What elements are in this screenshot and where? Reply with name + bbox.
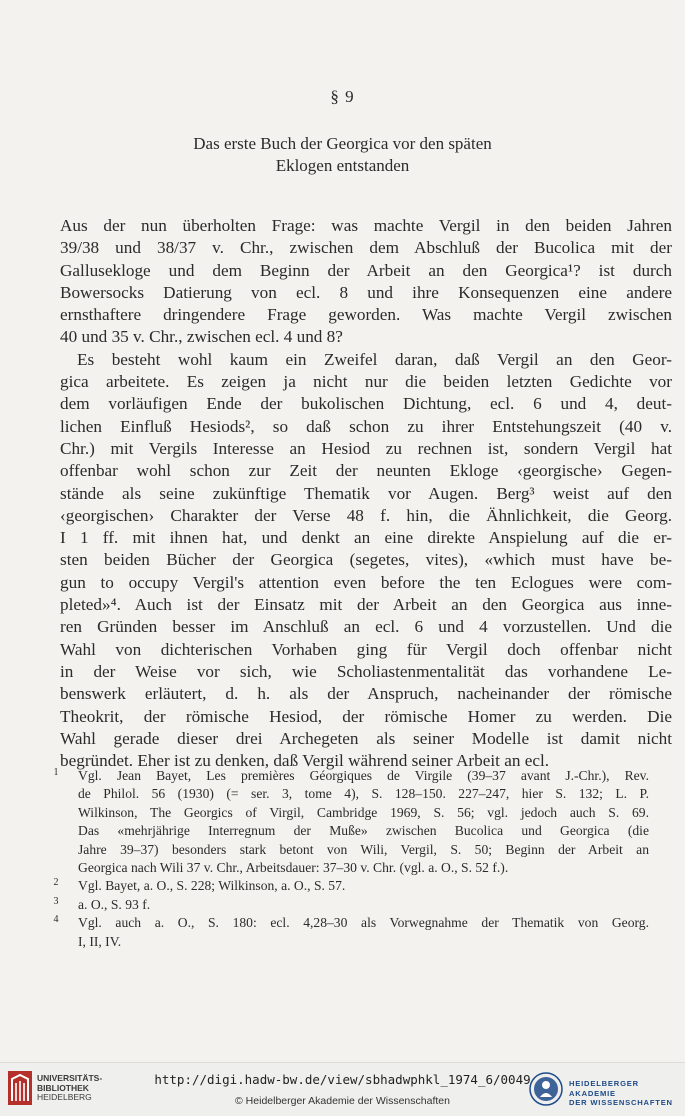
ub-line: UNIVERSITÄTS- <box>37 1073 103 1083</box>
footnote-line: I, II, IV. <box>78 933 122 949</box>
footnote <box>49 896 649 914</box>
body-line: Aus der nun überholten Frage: was machte Vergil in den beiden Jahren <box>60 216 672 235</box>
footnote-number: 4 <box>53 914 59 926</box>
footnote-line: Vgl. auch a. O., S. 180: ecl. 4,28–30 als Vorwegnahme der Thematik von Georg. <box>78 915 649 931</box>
academy-name <box>569 1079 685 1108</box>
ub-line: HEIDELBERG <box>37 1092 92 1102</box>
footnote-line: de Philol. 56 (1930) (= ser. 3, tome 4), S. 128–150. 227–247, hier S. 132; L. P. <box>78 786 649 802</box>
permalink-url[interactable]: http://digi.hadw-bw.de/view/sbhadwphkl_1974_6/0049 <box>154 1072 531 1087</box>
chapter-title <box>0 133 685 177</box>
university-library-name <box>37 1074 102 1103</box>
body-line: offenbar wohl schon zur Zeit der neunten Ekloge ‹georgische› Gegen- <box>60 461 672 481</box>
academy-line: HEIDELBERGER AKADEMIE <box>569 1079 639 1098</box>
footnote-line: a. O., S. 93 f. <box>78 896 151 912</box>
body-line: 39/38 und 38/37 v. Chr., zwischen dem Abschluß der Bucolica mit der <box>60 238 672 258</box>
body-line: Wahl gerade dieser drei Archegeten als seiner Modelle ist damit nicht <box>60 728 672 748</box>
body-line: Gallusekloge und dem Beginn der Arbeit an den Georgica¹? ist durch <box>60 260 672 280</box>
footnotes <box>49 767 649 951</box>
body-line: sten beiden Bücher der Georgica (segetes, vites), «which must have be- <box>60 550 672 570</box>
ub-line: BIBLIOTHEK <box>37 1082 89 1093</box>
body-line: Bowersocks Datierung von ecl. 8 und ihre Konsequenzen eine andere <box>60 282 672 302</box>
footnote-line: Vgl. Bayet, a. O., S. 228; Wilkinson, a. O., S. 57. <box>78 878 346 894</box>
university-library-logo-icon <box>8 1071 32 1105</box>
body-line: pleted»⁴. Auch ist der Einsatz mit der Arbeit an den Georgica aus inne- <box>60 595 672 615</box>
footnote <box>49 877 649 895</box>
footnote <box>49 914 649 951</box>
section-number: § 9 <box>330 87 355 106</box>
body-line: ernsthaftere dringendere Frage geworden. Was machte Vergil zwischen <box>60 305 672 325</box>
footnote-line: Georgica nach Wili 37 v. Chr., Arbeitsdauer: 37–30 v. Chr. (vgl. a. O., S. 52 f.). <box>78 860 509 876</box>
body-line: Es besteht wohl kaum ein Zweifel daran, daß Vergil an den Geor- <box>77 349 672 369</box>
body-line: I 1 ff. mit ihnen hat, und denkt an eine direkte Anspielung auf die er- <box>60 528 672 548</box>
body-line: ‹georgischen› Charakter der Verse 48 f. hin, die Ähnlichkeit, die Georg. <box>60 505 672 525</box>
body-line: Theokrit, der römische Hesiod, der römische Homer zu werden. Die <box>60 706 672 726</box>
body-line: in der Weise vor sich, wie Scholiastenmentalität das vorhandene Le- <box>60 661 672 681</box>
footnote-line: Das «mehrjährige Interregnum der Muße» zwischen Bucolica und Georgica (die <box>78 823 649 839</box>
body-line: 40 und 35 v. Chr., zwischen ecl. 4 und 8? <box>60 327 343 347</box>
viewer-footer <box>0 1062 685 1116</box>
footnote-line: Vgl. Jean Bayet, Les premières Géorgiques de Virgile (39–37 avant J.-Chr.), Rev. <box>78 768 649 783</box>
body-line: gica arbeitete. Es zeigen ja nicht nur die beiden letzten Gedichte vor <box>60 372 672 392</box>
body-line: stände als seine zukünftige Thematik vor Augen. Berg³ weist auf den <box>60 483 672 503</box>
body-line: lichen Einfluß Hesiods², so daß schon zu ihrer Entstehungszeit (40 v. <box>60 416 672 436</box>
footnote-number: 3 <box>53 895 59 907</box>
body-line: dem vorläufigen Ende der bukolischen Dichtung, ecl. 6 und 4, deut- <box>60 394 672 414</box>
body-line: Wahl von dichterischen Vorhaben ging für Vergil doch offenbar nicht <box>60 639 672 659</box>
body-line: Chr.) mit Vergils Interesse an Hesiod zu rechnen ist, sondern Vergil hat <box>60 438 672 458</box>
body-line: benswerk erläutert, d. h. als der Anspruch, nacheinander der römische <box>60 684 672 704</box>
body-line: begründet. Eher ist zu denken, daß Vergil während seiner Arbeit an ecl. <box>60 751 550 771</box>
chapter-title-line: Das erste Buch der Georgica vor den späten <box>193 134 492 153</box>
footnote-number: 1 <box>53 767 59 778</box>
chapter-title-line: Eklogen entstanden <box>275 156 410 175</box>
body-line: ren Gründen besser im Anschluß an ecl. 6 und 4 vorzustellen. Und die <box>60 617 672 637</box>
footnote-number: 2 <box>53 877 59 889</box>
body-line: gun to occupy Vergil's attention even before the ten Eclogues were com- <box>60 572 672 592</box>
footnote <box>49 767 649 877</box>
copyright-notice: © Heidelberger Akademie der Wissenschaften <box>235 1095 450 1107</box>
academy-line: DER WISSENSCHAFTEN <box>569 1098 673 1107</box>
academy-seal-icon <box>529 1072 563 1106</box>
body-text <box>60 215 672 772</box>
footnote-line: Jahre 39–37) besonders stark betont von Wili, Vergil, S. 50; Beginn der Arbeit an <box>78 841 649 857</box>
footnote-line: Wilkinson, The Georgics of Virgil, Cambridge 1969, S. 56; vgl. jedoch auch S. 69. <box>78 804 649 820</box>
